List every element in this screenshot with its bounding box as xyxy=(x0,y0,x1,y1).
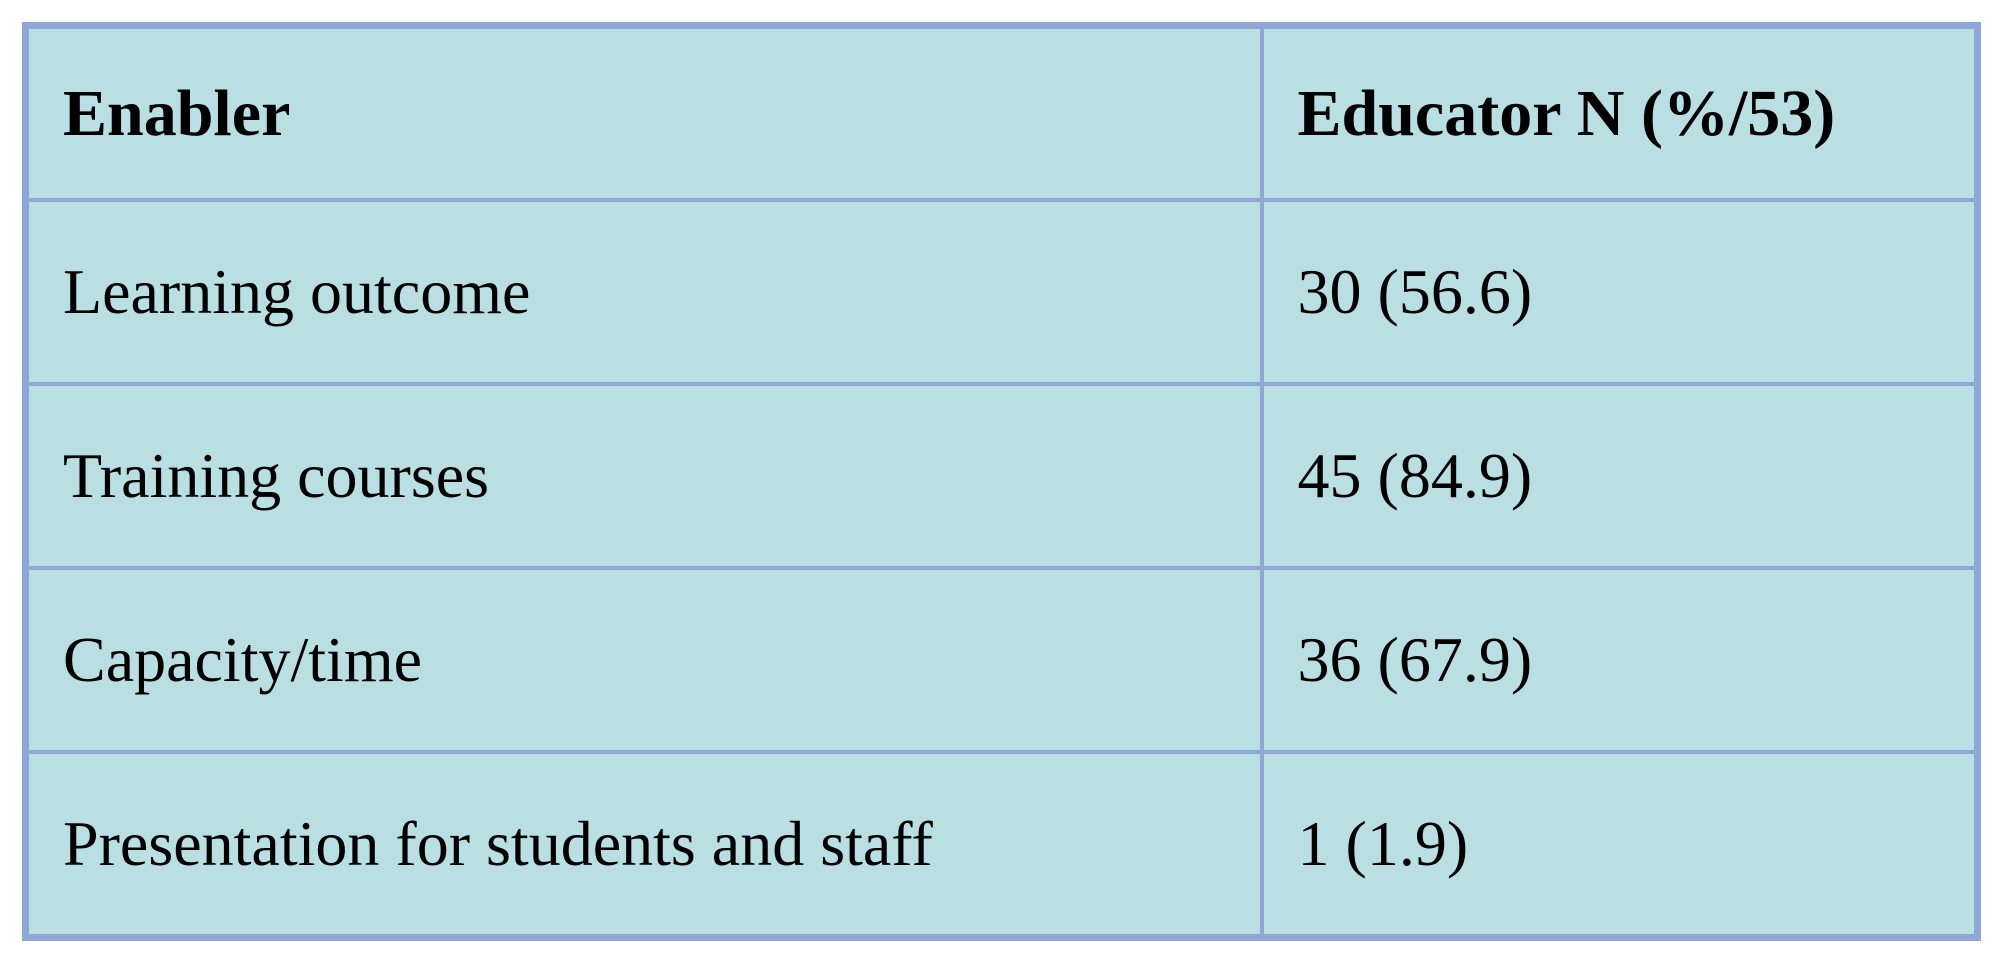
header-cell-educator: Educator N (%/53) xyxy=(1262,26,1978,201)
cell-educator-count: 36 (67.9) xyxy=(1262,568,1978,752)
cell-enabler: Training courses xyxy=(26,384,1262,568)
table-row xyxy=(26,200,1978,384)
table-row xyxy=(26,384,1978,568)
table-row xyxy=(26,568,1978,752)
cell-enabler: Presentation for students and staff xyxy=(26,752,1262,938)
cell-educator-count: 1 (1.9) xyxy=(1262,752,1978,938)
table-header-row xyxy=(26,26,1978,201)
header-cell-enabler: Enabler xyxy=(26,26,1262,201)
table-row xyxy=(26,752,1978,938)
cell-enabler: Capacity/time xyxy=(26,568,1262,752)
cell-enabler: Learning outcome xyxy=(26,200,1262,384)
cell-educator-count: 30 (56.6) xyxy=(1262,200,1978,384)
cell-educator-count: 45 (84.9) xyxy=(1262,384,1978,568)
enablers-table xyxy=(22,22,1981,941)
